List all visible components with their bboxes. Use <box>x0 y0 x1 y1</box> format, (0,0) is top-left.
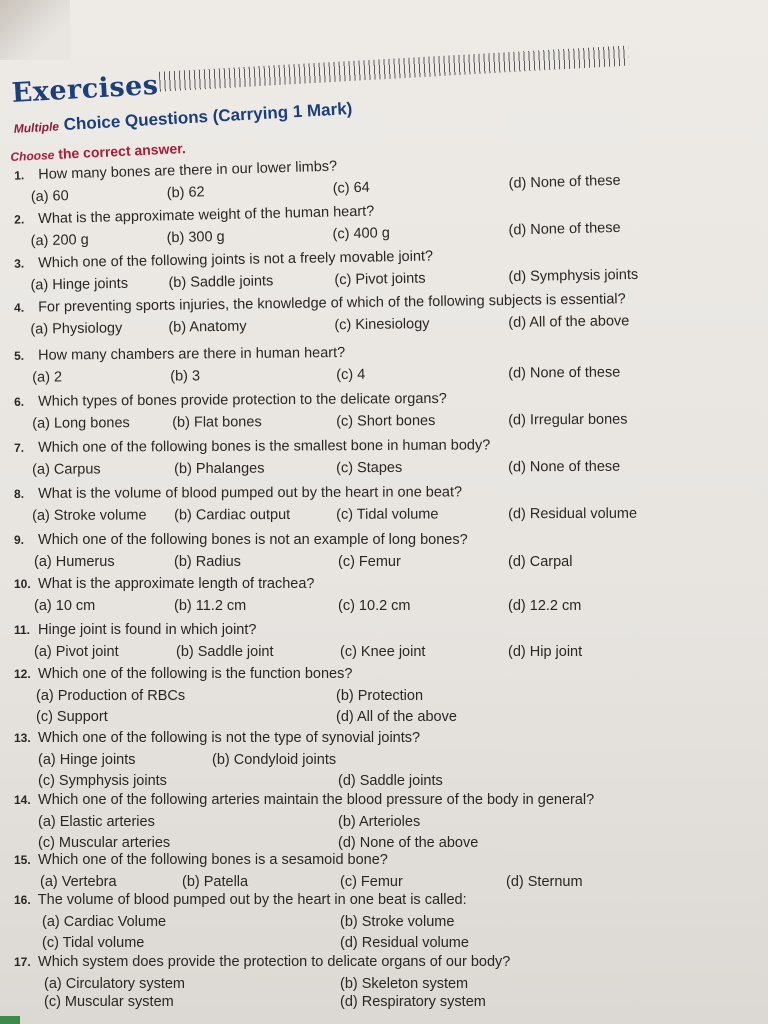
option-c: (c) 64 <box>332 179 370 197</box>
instruction-prefix: Choose <box>10 148 55 164</box>
option-c: (c) 400 g <box>332 225 390 243</box>
question-17 <box>0 954 768 1020</box>
question-stem: 2. What is the approximate weight of the human heart? <box>14 203 375 228</box>
question-6 <box>0 389 768 438</box>
option-a: (a) 2 <box>32 369 63 386</box>
option-b: (b) 300 g <box>166 228 225 247</box>
option-a: (a) Circulatory system <box>44 976 185 992</box>
option-d: (d) Residual volume <box>508 505 638 523</box>
option-b: (b) Stroke volume <box>340 914 455 930</box>
option-d: (d) Respiratory system <box>340 994 486 1010</box>
option-c: (c) Femur <box>340 874 403 890</box>
question-stem: 4. For preventing sports injuries, the knowledge of which of the following subjects is essential? <box>14 291 626 316</box>
question-stem: 12. Which one of the following is the function bones? <box>14 666 353 682</box>
question-4 <box>0 289 768 344</box>
question-stem: 6. Which types of bones provide protection to the delicate organs? <box>14 390 447 410</box>
option-d: (d) None of these <box>508 458 621 476</box>
option-a: (a) Hinge joints <box>30 275 129 294</box>
option-d: (d) 12.2 cm <box>508 598 582 614</box>
section-heading-prefix: Multiple <box>13 119 60 136</box>
question-stem: 1. How many bones are there in our lower limbs? <box>14 158 338 183</box>
exercises-header <box>10 21 754 152</box>
option-c: (c) Muscular arteries <box>38 835 171 851</box>
instruction-text: the correct answer. <box>57 140 187 162</box>
option-c: (c) Femur <box>338 554 401 570</box>
question-stem: 15. Which one of the following bones is a sesamoid bone? <box>14 852 388 868</box>
option-b: (b) Skeleton system <box>340 976 469 992</box>
question-15 <box>0 852 768 896</box>
option-d: (d) None of these <box>508 172 621 192</box>
option-c: (c) Tidal volume <box>336 506 439 523</box>
option-a: (a) 10 cm <box>34 598 96 614</box>
option-a: (a) Elastic arteries <box>38 814 155 830</box>
option-b: (b) Saddle joints <box>168 273 274 292</box>
question-stem: 9. Which one of the following bones is not an example of long bones? <box>14 532 468 548</box>
option-c: (c) Support <box>36 709 108 725</box>
question-stem: 17. Which system does provide the protection to delicate organs of our body? <box>14 954 511 970</box>
option-a: (a) Stroke volume <box>32 507 147 524</box>
option-c: (c) 4 <box>336 366 366 384</box>
option-b: (b) 62 <box>166 184 205 202</box>
option-a: (a) Hinge joints <box>38 752 136 768</box>
option-a: (a) Long bones <box>32 415 130 432</box>
question-5 <box>0 341 768 392</box>
question-12 <box>0 666 768 732</box>
option-c: (c) Symphysis joints <box>38 773 167 789</box>
question-stem: 3. Which one of the following joints is not a freely movable joint? <box>14 248 434 272</box>
option-c: (c) 10.2 cm <box>338 598 411 614</box>
option-b: (b) 3 <box>170 368 201 385</box>
option-d: (d) None of the above <box>338 835 479 851</box>
option-a: (a) Production of RBCs <box>36 688 186 704</box>
question-stem: 5. How many chambers are there in human heart? <box>14 344 346 364</box>
question-9 <box>0 532 768 576</box>
option-a: (a) Vertebra <box>40 874 117 890</box>
decorative-stripe-bar <box>159 45 629 91</box>
exercises-title: Exercises <box>10 69 160 109</box>
option-a: (a) 60 <box>30 188 69 206</box>
question-10 <box>0 576 768 620</box>
option-c: (c) Short bones <box>336 412 436 430</box>
option-b: (b) Arterioles <box>338 814 421 830</box>
option-b: (b) Protection <box>336 688 424 704</box>
option-d: (d) All of the above <box>508 313 630 331</box>
option-b: (b) Cardiac output <box>174 506 291 524</box>
question-stem: 11. Hinge joint is found in which joint? <box>14 622 257 638</box>
option-c: (c) Pivot joints <box>334 270 426 289</box>
option-b: (b) Radius <box>174 554 241 570</box>
option-a: (a) Physiology <box>30 320 123 338</box>
option-b: (b) 11.2 cm <box>174 598 247 614</box>
question-stem: 13. Which one of the following is not the type of synovial joints? <box>14 730 421 746</box>
option-b: (b) Anatomy <box>168 318 247 336</box>
option-c: (c) Tidal volume <box>42 935 145 951</box>
question-13 <box>0 730 768 796</box>
question-stem: 14. Which one of the following arteries maintain the blood pressure of the body in general? <box>14 792 595 808</box>
option-d: (d) None of these <box>508 219 621 239</box>
option-b: (b) Phalanges <box>174 460 265 478</box>
option-d: (d) None of these <box>508 364 621 382</box>
option-b: (b) Patella <box>182 874 249 890</box>
option-c: (c) Muscular system <box>44 994 174 1010</box>
option-d: (d) All of the above <box>336 709 457 725</box>
green-edge-strip <box>0 1016 20 1024</box>
option-d: (d) Sternum <box>506 874 583 890</box>
option-a: (a) Pivot joint <box>34 644 119 660</box>
option-d: (d) Symphysis joints <box>508 266 639 286</box>
option-d: (d) Saddle joints <box>338 773 443 789</box>
question-stem: 10. What is the approximate length of trachea? <box>14 576 315 592</box>
option-d: (d) Residual volume <box>340 935 469 951</box>
option-d: (d) Carpal <box>508 554 573 570</box>
section-heading-text: Choice Questions (Carrying 1 Mark) <box>63 98 353 135</box>
question-7 <box>0 436 768 484</box>
option-c: (c) Stapes <box>336 459 403 477</box>
option-a: (a) 200 g <box>30 231 89 250</box>
option-a: (a) Humerus <box>34 554 115 570</box>
question-stem: 7. Which one of the following bones is the smallest bone in human body? <box>14 437 491 456</box>
page-corner-shadow <box>0 0 70 60</box>
option-d: (d) Hip joint <box>508 644 583 660</box>
question-14 <box>0 792 768 858</box>
question-stem: 8. What is the volume of blood pumped out by the heart in one beat? <box>14 484 463 502</box>
option-b: (b) Saddle joint <box>176 644 274 660</box>
option-a: (a) Carpus <box>32 461 101 478</box>
option-c: (c) Knee joint <box>340 644 426 660</box>
option-a: (a) Cardiac Volume <box>42 914 167 930</box>
question-11 <box>0 622 768 666</box>
option-c: (c) Kinesiology <box>334 316 430 334</box>
option-d: (d) Irregular bones <box>508 411 628 429</box>
question-16 <box>0 892 768 958</box>
question-8 <box>0 483 768 530</box>
question-stem: 16. The volume of blood pumped out by the heart in one beat is called: <box>14 892 467 908</box>
option-b: (b) Flat bones <box>172 414 262 431</box>
option-b: (b) Condyloid joints <box>212 752 337 768</box>
